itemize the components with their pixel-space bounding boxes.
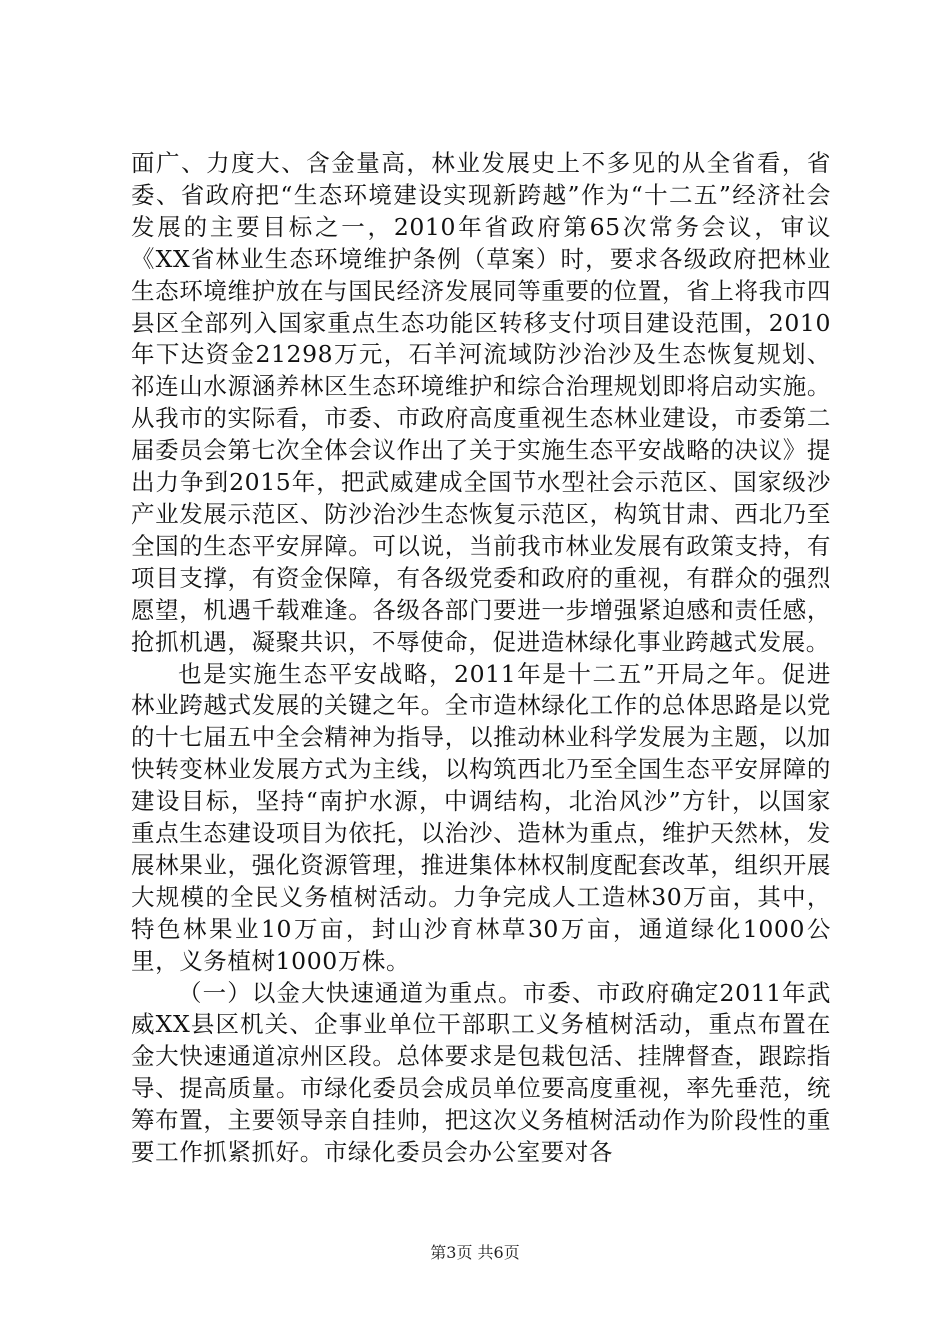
document-body <box>131 148 831 1169</box>
paragraph-2: 也是实施生态平安战略，2011年是十二五”开局之年。促进林业跨越式发展的关键之年。全市造林绿化工作的总体思路是以党的十七届五中全会精神为指导，以推动林业科学发展为主题，以加快转变林业发展方式为主线，以构筑西北乃至全国生态平安屏障的建设目标，坚持“南护水源，中调结构，北治风沙”方针，以国家重点生态建设项目为依托，以治沙、造林为重点，维护天然林，发展林果业，强化资源管理，推进集体林权制度配套改革，组织开展大规模的全民义务植树活动。力争完成人工造林30万亩，其中，特色林果业10万亩，封山沙育林草30万亩，通道绿化1000公里，义务植树1000万株。 <box>131 659 831 975</box>
paragraph-1: 面广、力度大、含金量高，林业发展史上不多见的从全省看，省委、省政府把“生态环境建设实现新跨越”作为“十二五”经济社会发展的主要目标之一，2010年省政府第65次常务会议，审议《XX省林业生态环境维护条例（草案）时，要求各级政府把林业生态环境维护放在与国民经济发展同等重要的位置，省上将我市四县区全部列入国家重点生态功能区转移支付项目建设范围，2010年下达资金21298万元，石羊河流域防沙治沙及生态恢复规划、祁连山水源涵养林区生态环境维护和综合治理规划即将启动实施。从我市的实际看，市委、市政府高度重视生态林业建设，市委第二届委员会第七次全体会议作出了关于实施生态平安战略的决议》提出力争到2015年，把武威建成全国节水型社会示范区、国家级沙产业发展示范区、防沙治沙生态恢复示范区，构筑甘肃、西北乃至全国的生态平安屏障。可以说，当前我市林业发展有政策支持，有项目支撑，有资金保障，有各级党委和政府的重视，有群众的强烈愿望，机遇千载难逢。各级各部门要进一步增强紧迫感和责任感，抢抓机遇，凝聚共识，不辱使命，促进造林绿化事业跨越式发展。 <box>131 149 831 656</box>
page-number-footer: 第3页 共6页 <box>430 1243 520 1262</box>
paragraph-3: （一）以金大快速通道为重点。市委、市政府确定2011年武威XX县区机关、企事业单位干部职工义务植树活动，重点布置在金大快速通道凉州区段。总体要求是包栽包活、挂牌督查，跟踪指导、提高质量。市绿化委员会成员单位要高度重视，率先垂范，统筹布置，主要领导亲自挂帅，把这次义务植树活动作为阶段性的重要工作抓紧抓好。市绿化委员会办公室要对各 <box>131 978 831 1167</box>
